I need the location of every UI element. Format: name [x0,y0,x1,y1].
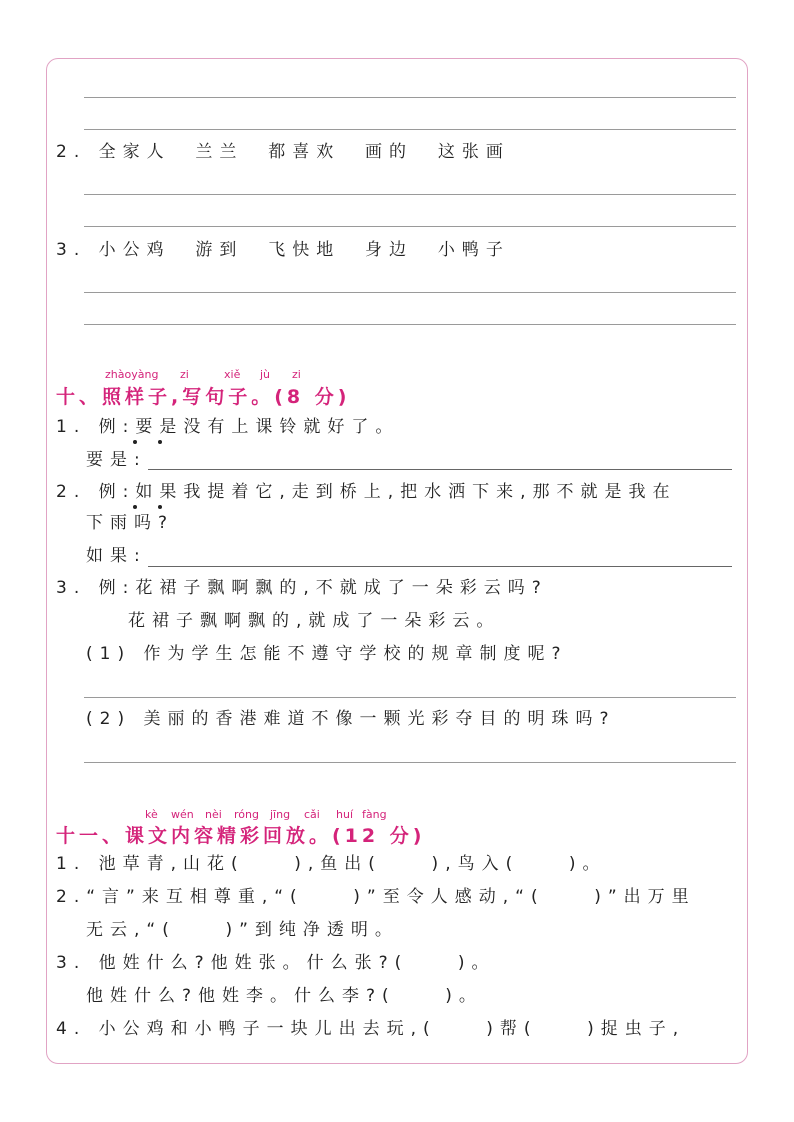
pinyin: róng [234,808,259,821]
example-sentence: 2. 例:如果我提着它,走到桥上,把水洒下来,那不就是我在 [56,482,677,502]
writing-line [84,292,736,293]
answer-line[interactable] [148,566,732,567]
pinyin: cǎi [304,808,320,821]
page-border [46,58,748,1064]
pinyin: zi [180,368,189,381]
sub-question: (1) 作为学生怎能不遵守学校的规章制度呢? [86,644,568,664]
fill-blank-line: 3. 他姓什么?他姓张。什么张?( )。 [56,953,496,973]
emphasis-dot [158,440,162,444]
pinyin: nèi [205,808,222,821]
fill-blank-line: 1. 池草青,山花( ),鱼出( ),鸟入( )。 [56,854,607,874]
pinyin: kè [145,808,158,821]
writing-line [84,324,736,325]
writing-line [84,97,736,98]
pinyin: jīng [270,808,291,821]
example-sentence: 3. 例:花裙子飘啊飘的,不就成了一朵彩云吗? [56,578,548,598]
sub-question: (2) 美丽的香港难道不像一颗光彩夺目的明珠吗? [86,709,616,729]
question-item: 3. 小公鸡 游到 飞快地 身边 小鸭子 [56,240,510,260]
fill-blank-line: 他姓什么?他姓李。什么李?( )。 [86,986,483,1006]
writing-line[interactable] [84,762,736,763]
example-sentence-cont: 花裙子飘啊飘的,就成了一朵彩云。 [128,611,501,631]
emphasis-dot [133,505,137,509]
fill-blank-line: 2.“言”来互相尊重,“( )”至令人感动,“( )”出万里 [56,887,696,907]
example-sentence-cont: 下雨吗? [86,513,175,533]
pinyin: huí [336,808,353,821]
pinyin: fàng [362,808,387,821]
example-sentence: 1. 例:要是没有上课铃就好了。 [56,417,400,437]
emphasis-dot [133,440,137,444]
writing-line [84,129,736,130]
fill-blank-line: 无云,“( )”到纯净透明。 [86,920,399,940]
section-title: 十一、课文内容精彩回放。(12 分) [56,825,426,847]
emphasis-dot [158,505,162,509]
fill-blank-line: 4. 小公鸡和小鸭子一块儿出去玩,( )帮( )捉虫子, [56,1019,686,1039]
pinyin: jù [260,368,271,381]
writing-line [84,226,736,227]
pinyin: wén [171,808,194,821]
answer-prompt: 如果: [86,546,147,566]
writing-line [84,194,736,195]
answer-prompt: 要是: [86,450,147,470]
writing-line[interactable] [84,697,736,698]
answer-line[interactable] [148,469,732,470]
pinyin: zhàoyàng [105,368,159,381]
section-title: 十、照样子,写句子。(8 分) [56,386,351,408]
question-item: 2. 全家人 兰兰 都喜欢 画的 这张画 [56,142,510,162]
pinyin: zi [292,368,301,381]
pinyin: xiě [224,368,241,381]
